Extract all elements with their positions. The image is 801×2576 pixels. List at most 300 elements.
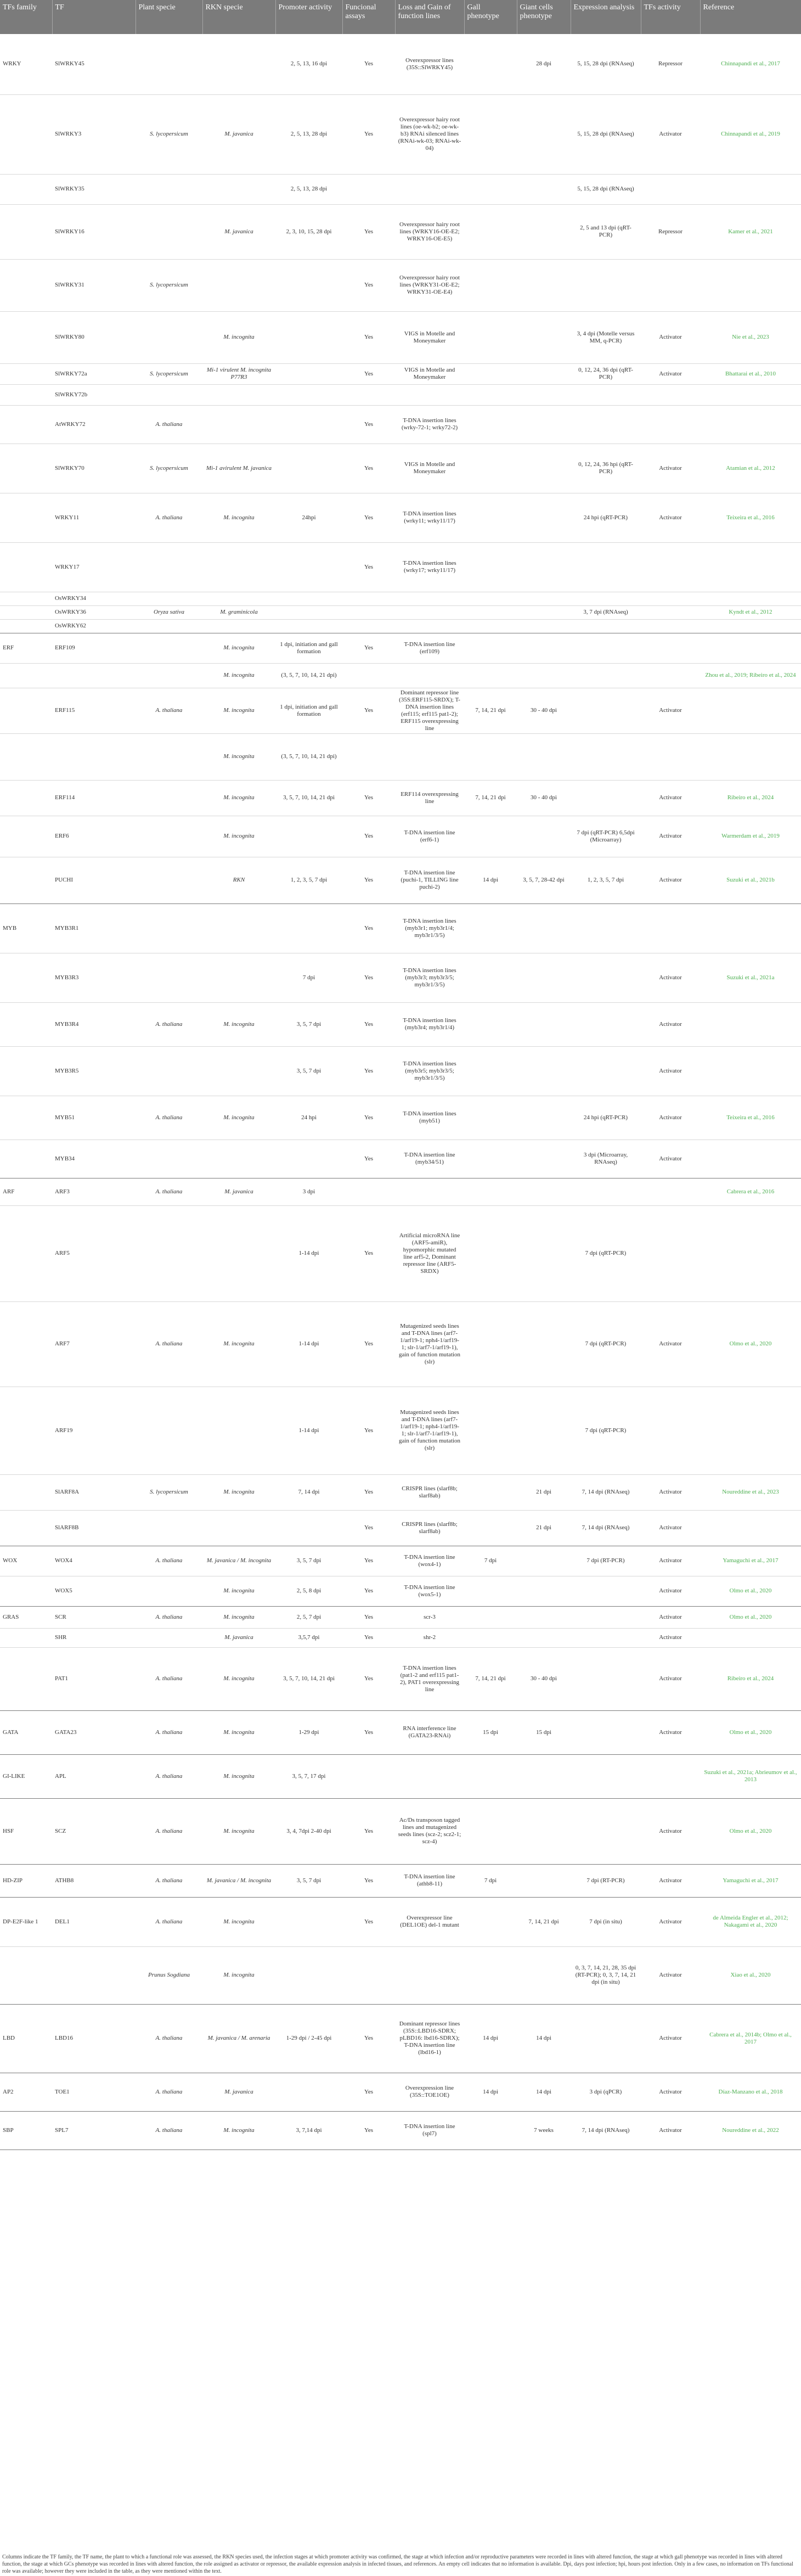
reference-cell[interactable]: Noureddine et al., 2023 [700, 1474, 801, 1510]
gall-phenotype-cell: 7, 14, 21 dpi [464, 1647, 517, 1710]
family-cell [0, 1140, 52, 1178]
tf-name-cell: SlWRKY72a [52, 363, 136, 384]
plant-species-cell [136, 1046, 202, 1096]
table-row [0, 1096, 801, 1140]
reference-cell[interactable]: de Almeida Engler et al., 2012; Nakagami et al., 2020 [700, 1897, 801, 1946]
tf-name-cell: SPL7 [52, 2111, 136, 2150]
promoter-activity-cell: 3, 5, 7 dpi [275, 1864, 342, 1897]
reference-cell[interactable]: Xiao et al., 2020 [700, 1946, 801, 2004]
plant-species-cell [136, 953, 202, 1002]
lines-cell: T-DNA insertion line (erf6-1) [395, 816, 464, 857]
promoter-activity-cell [275, 363, 342, 384]
rkn-species-cell: M. incognita [202, 311, 275, 363]
promoter-activity-cell: 2, 3, 10, 15, 28 dpi [275, 204, 342, 259]
rkn-species-cell: M. incognita [202, 493, 275, 542]
table-header-row [0, 0, 801, 34]
rkn-species-cell: M. incognita [202, 816, 275, 857]
giant-cells-phenotype-cell [517, 542, 571, 592]
reference-cell[interactable]: Teixeira et al., 2016 [700, 1096, 801, 1140]
lines-cell: T-DNA insertion line (myb34/51) [395, 1140, 464, 1178]
rkn-species-cell: M. incognita [202, 1754, 275, 1798]
rkn-species-cell: M. javanica [202, 2073, 275, 2111]
table-row [0, 174, 801, 204]
gall-phenotype-cell [464, 633, 517, 663]
tf-activity-cell: Activator [641, 1546, 700, 1576]
lines-cell: shr-2 [395, 1628, 464, 1647]
gall-phenotype-cell [464, 903, 517, 953]
tf-name-cell: SHR [52, 1628, 136, 1647]
tf-activity-cell [641, 633, 700, 663]
table-row [0, 953, 801, 1002]
giant-cells-phenotype-cell: 7, 14, 21 dpi [517, 1897, 571, 1946]
gall-phenotype-cell [464, 1946, 517, 2004]
reference-cell [700, 1002, 801, 1046]
lines-cell: T-DNA insertion line (spl7) [395, 2111, 464, 2150]
rkn-species-cell: M. javanica [202, 1628, 275, 1647]
family-cell: ERF [0, 633, 52, 663]
reference-cell [700, 1046, 801, 1096]
rkn-species-cell: M. incognita [202, 733, 275, 780]
reference-cell[interactable]: Noureddine et al., 2022 [700, 2111, 801, 2150]
table-row [0, 1178, 801, 1205]
reference-cell[interactable]: Suzuki et al., 2021a; Abrieumov et al., 2013 [700, 1754, 801, 1798]
reference-cell[interactable]: Chinnapandi et al., 2019 [700, 94, 801, 174]
functional-assays-cell: Yes [342, 816, 395, 857]
rkn-species-cell [202, 384, 275, 405]
functional-assays-cell: Yes [342, 259, 395, 311]
reference-cell[interactable]: Atamian et al., 2012 [700, 444, 801, 493]
reference-cell [700, 903, 801, 953]
tf-activity-cell: Activator [641, 2111, 700, 2150]
expression-analysis-cell [571, 542, 641, 592]
plant-species-cell [136, 1140, 202, 1178]
reference-cell[interactable]: Yamaguchi et al., 2017 [700, 1546, 801, 1576]
family-cell [0, 94, 52, 174]
table-row [0, 1606, 801, 1628]
plant-species-cell: A. thaliana [136, 1798, 202, 1864]
promoter-activity-cell: 1-29 dpi [275, 1710, 342, 1754]
tf-name-cell: OsWRKY34 [52, 592, 136, 605]
expression-analysis-cell: 3 dpi (Microarray, RNAseq) [571, 1140, 641, 1178]
family-cell [0, 663, 52, 688]
functional-assays-cell: Yes [342, 953, 395, 1002]
plant-species-cell [136, 311, 202, 363]
functional-assays-cell [342, 663, 395, 688]
functional-assays-cell: Yes [342, 1510, 395, 1546]
gall-phenotype-cell [464, 1178, 517, 1205]
reference-cell [700, 1510, 801, 1546]
tf-activity-cell: Activator [641, 1576, 700, 1606]
plant-species-cell: A. thaliana [136, 1647, 202, 1710]
functional-assays-cell [342, 592, 395, 605]
plant-species-cell [136, 857, 202, 903]
lines-cell: VIGS in Motelle and Moneymaker [395, 444, 464, 493]
table-row [0, 444, 801, 493]
rkn-species-cell [202, 1140, 275, 1178]
tf-name-cell: TOE1 [52, 2073, 136, 2111]
giant-cells-phenotype-cell [517, 633, 571, 663]
table-row [0, 363, 801, 384]
giant-cells-phenotype-cell [517, 363, 571, 384]
functional-assays-cell: Yes [342, 1647, 395, 1710]
plant-species-cell: A. thaliana [136, 2004, 202, 2073]
reference-cell [700, 259, 801, 311]
gall-phenotype-cell [464, 619, 517, 633]
functional-assays-cell: Yes [342, 1798, 395, 1864]
lines-cell: T-DNA insertion lines (myb51) [395, 1096, 464, 1140]
tf-name-cell: SlWRKY45 [52, 34, 136, 94]
family-cell: GRAS [0, 1606, 52, 1628]
gall-phenotype-cell [464, 174, 517, 204]
reference-cell[interactable]: Suzuki et al., 2021a [700, 953, 801, 1002]
reference-cell[interactable]: Warmerdam et al., 2019 [700, 816, 801, 857]
tf-activity-cell [641, 259, 700, 311]
plant-species-cell: S. lycopersicum [136, 94, 202, 174]
plant-species-cell: A. thaliana [136, 1301, 202, 1387]
lines-cell [395, 1754, 464, 1798]
reference-cell[interactable]: Olmo et al., 2020 [700, 1301, 801, 1387]
gall-phenotype-cell: 14 dpi [464, 2004, 517, 2073]
gall-phenotype-cell: 7, 14, 21 dpi [464, 780, 517, 816]
plant-species-cell: S. lycopersicum [136, 444, 202, 493]
family-cell [0, 1576, 52, 1606]
giant-cells-phenotype-cell [517, 1864, 571, 1897]
col-header-tf: TF [52, 0, 136, 34]
giant-cells-phenotype-cell [517, 1546, 571, 1576]
tf-activity-cell: Activator [641, 1606, 700, 1628]
expression-analysis-cell [571, 619, 641, 633]
rkn-species-cell [202, 174, 275, 204]
expression-analysis-cell [571, 384, 641, 405]
col-header-promoter: Promoter activity [275, 0, 342, 34]
promoter-activity-cell: (3, 5, 7, 10, 14, 21 dpi) [275, 663, 342, 688]
expression-analysis-cell: 0, 12, 24, 36 hpi (qRT-PCR) [571, 444, 641, 493]
plant-species-cell [136, 733, 202, 780]
rkn-species-cell: M. incognita [202, 1897, 275, 1946]
gall-phenotype-cell [464, 663, 517, 688]
table-row [0, 1864, 801, 1897]
tf-name-cell: MYB51 [52, 1096, 136, 1140]
reference-cell[interactable]: Kamer et al., 2021 [700, 204, 801, 259]
table-row [0, 1710, 801, 1754]
plant-species-cell: A. thaliana [136, 405, 202, 444]
reference-cell[interactable]: Suzuki et al., 2021b [700, 857, 801, 903]
plant-species-cell: A. thaliana [136, 688, 202, 733]
gall-phenotype-cell [464, 605, 517, 619]
promoter-activity-cell [275, 1946, 342, 2004]
rkn-species-cell: RKN [202, 857, 275, 903]
table-row [0, 311, 801, 363]
reference-cell[interactable]: Cabrera et al., 2014b; Olmo et al., 2017 [700, 2004, 801, 2073]
reference-cell[interactable]: Cabrera et al., 2016 [700, 1178, 801, 1205]
tf-name-cell: LBD16 [52, 2004, 136, 2073]
giant-cells-phenotype-cell [517, 619, 571, 633]
tf-name-cell: MYB3R1 [52, 903, 136, 953]
lines-cell: Overexpressor hairy root lines (WRKY31-OE-E2; WRKY31-OE-E4) [395, 259, 464, 311]
plant-species-cell: Oryza sativa [136, 605, 202, 619]
reference-cell[interactable]: Kyndt et al., 2012 [700, 605, 801, 619]
tf-name-cell: AtWRKY72 [52, 405, 136, 444]
expression-analysis-cell: 2, 5 and 13 dpi (qRT-PCR) [571, 204, 641, 259]
gall-phenotype-cell [464, 405, 517, 444]
table-row [0, 1628, 801, 1647]
gall-phenotype-cell [464, 1387, 517, 1474]
functional-assays-cell: Yes [342, 363, 395, 384]
tf-activity-cell: Activator [641, 1864, 700, 1897]
expression-analysis-cell [571, 1178, 641, 1205]
rkn-species-cell [202, 1046, 275, 1096]
expression-analysis-cell [571, 405, 641, 444]
functional-assays-cell: Yes [342, 1301, 395, 1387]
lines-cell: RNA interference line (GATA23-RNAi) [395, 1710, 464, 1754]
expression-analysis-cell: 3 dpi (qPCR) [571, 2073, 641, 2111]
giant-cells-phenotype-cell: 30 - 40 dpi [517, 688, 571, 733]
giant-cells-phenotype-cell [517, 1946, 571, 2004]
reference-cell[interactable]: Bhattarai et al., 2010 [700, 363, 801, 384]
table-row [0, 2073, 801, 2111]
family-cell [0, 311, 52, 363]
plant-species-cell [136, 542, 202, 592]
table-row [0, 633, 801, 663]
tf-activity-cell: Activator [641, 2073, 700, 2111]
tf-activity-cell: Activator [641, 1798, 700, 1864]
functional-assays-cell: Yes [342, 311, 395, 363]
table-footnote: Columns indicate the TF family, the TF name, the plant to which a functional role was assessed, the RKN species used, the infection stages at which promoter activity was confirmed, the stage at which infection and/or reproductive parameters were recorded in lines with altered function, the stage at which gall phenotype was recorded in lines with altered function, the stage at which GCs phenotype was recorded in lines with altered function, the role assigned as activator or repressor, the available expression analysis in infected tissues, and references. An empty cell indicates that no information is available. Dpi, days post infection; hpi, hours post infection. Only in a few cases, no information on TFs functional role was available; however they were included in the table, as they were mentioned within the text. [2, 2554, 793, 2574]
functional-assays-cell: Yes [342, 542, 395, 592]
family-cell [0, 204, 52, 259]
lines-cell [395, 733, 464, 780]
reference-cell [700, 405, 801, 444]
reference-cell[interactable]: Olmo et al., 2020 [700, 1798, 801, 1864]
giant-cells-phenotype-cell [517, 1140, 571, 1178]
giant-cells-phenotype-cell [517, 663, 571, 688]
giant-cells-phenotype-cell: 14 dpi [517, 2004, 571, 2073]
promoter-activity-cell: 2, 5, 13, 28 dpi [275, 174, 342, 204]
functional-assays-cell: Yes [342, 1897, 395, 1946]
expression-analysis-cell: 0, 12, 24, 36 dpi (qRT-PCR) [571, 363, 641, 384]
table-row [0, 2004, 801, 2073]
table-row [0, 1301, 801, 1387]
table-row [0, 94, 801, 174]
plant-species-cell: S. lycopersicum [136, 1474, 202, 1510]
promoter-activity-cell [275, 1897, 342, 1946]
promoter-activity-cell: 1-14 dpi [275, 1301, 342, 1387]
gall-phenotype-cell [464, 204, 517, 259]
tf-activity-cell [641, 1178, 700, 1205]
tf-name-cell: SlWRKY31 [52, 259, 136, 311]
expression-analysis-cell: 3, 4 dpi (Motelle versus MM, q-PCR) [571, 311, 641, 363]
plant-species-cell: A. thaliana [136, 1864, 202, 1897]
rkn-species-cell: M. incognita [202, 688, 275, 733]
rkn-species-cell [202, 953, 275, 1002]
expression-analysis-cell [571, 663, 641, 688]
functional-assays-cell [342, 1178, 395, 1205]
tf-name-cell: SlWRKY72b [52, 384, 136, 405]
giant-cells-phenotype-cell [517, 94, 571, 174]
functional-assays-cell [342, 605, 395, 619]
promoter-activity-cell [275, 619, 342, 633]
reference-cell[interactable]: Ribeiro et al., 2024 [700, 1647, 801, 1710]
family-cell: LBD [0, 2004, 52, 2073]
giant-cells-phenotype-cell [517, 384, 571, 405]
promoter-activity-cell: 3, 7,14 dpi [275, 2111, 342, 2150]
lines-cell: T-DNA insertion lines (pat1-2 and erf115 pat1-2), PAT1 overexpressing line [395, 1647, 464, 1710]
tf-activity-cell: Activator [641, 363, 700, 384]
lines-cell: T-DNA insertion lines (myb3r3; myb3r3/5; myb3r1/3/5) [395, 953, 464, 1002]
table-row [0, 592, 801, 605]
giant-cells-phenotype-cell: 30 - 40 dpi [517, 780, 571, 816]
promoter-activity-cell [275, 384, 342, 405]
tf-name-cell: WRKY11 [52, 493, 136, 542]
functional-assays-cell: Yes [342, 1546, 395, 1576]
reference-cell[interactable]: Olmo et al., 2020 [700, 1710, 801, 1754]
gall-phenotype-cell [464, 1140, 517, 1178]
giant-cells-phenotype-cell [517, 311, 571, 363]
reference-cell[interactable]: Olmo et al., 2020 [700, 1606, 801, 1628]
table-row [0, 1897, 801, 1946]
promoter-activity-cell [275, 259, 342, 311]
expression-analysis-cell [571, 953, 641, 1002]
table-row [0, 663, 801, 688]
col-header-plant: Plant specie [136, 0, 202, 34]
functional-assays-cell: Yes [342, 204, 395, 259]
expression-analysis-cell: 7, 14 dpi (RNAseq) [571, 2111, 641, 2150]
reference-cell [700, 619, 801, 633]
tf-name-cell: ARF3 [52, 1178, 136, 1205]
giant-cells-phenotype-cell [517, 1205, 571, 1301]
rkn-species-cell: M. incognita [202, 1710, 275, 1754]
gall-phenotype-cell: 14 dpi [464, 2073, 517, 2111]
family-cell: HD-ZIP [0, 1864, 52, 1897]
tf-name-cell: SlARF8A [52, 1474, 136, 1510]
functional-assays-cell: Yes [342, 857, 395, 903]
tf-activity-cell [641, 592, 700, 605]
reference-cell[interactable]: Yamaguchi et al., 2017 [700, 1864, 801, 1897]
family-cell [0, 592, 52, 605]
family-cell [0, 1647, 52, 1710]
giant-cells-phenotype-cell [517, 1178, 571, 1205]
lines-cell [395, 619, 464, 633]
expression-analysis-cell [571, 259, 641, 311]
family-cell [0, 816, 52, 857]
functional-assays-cell [342, 384, 395, 405]
family-cell: WRKY [0, 34, 52, 94]
tf-activity-cell [641, 174, 700, 204]
promoter-activity-cell: 2, 5, 13, 16 dpi [275, 34, 342, 94]
gall-phenotype-cell: 15 dpi [464, 1710, 517, 1754]
promoter-activity-cell: 7 dpi [275, 953, 342, 1002]
reference-cell[interactable]: Ribeiro et al., 2024 [700, 780, 801, 816]
family-cell [0, 688, 52, 733]
gall-phenotype-cell [464, 493, 517, 542]
tf-name-cell [52, 1946, 136, 2004]
promoter-activity-cell: 3, 5, 7, 17 dpi [275, 1754, 342, 1798]
reference-cell [700, 733, 801, 780]
expression-analysis-cell: 5, 15, 28 dpi (RNAseq) [571, 174, 641, 204]
plant-species-cell: A. thaliana [136, 2073, 202, 2111]
tf-activity-cell [641, 605, 700, 619]
functional-assays-cell: Yes [342, 688, 395, 733]
table-row [0, 1474, 801, 1510]
tf-activity-cell: Repressor [641, 204, 700, 259]
lines-cell [395, 174, 464, 204]
plant-species-cell: S. lycopersicum [136, 363, 202, 384]
rkn-species-cell: M. incognita [202, 1301, 275, 1387]
lines-cell: scr-3 [395, 1606, 464, 1628]
reference-cell[interactable]: Teixeira et al., 2016 [700, 493, 801, 542]
family-cell [0, 619, 52, 633]
reference-cell[interactable]: Chinnapandi et al., 2017 [700, 34, 801, 94]
plant-species-cell [136, 1205, 202, 1301]
lines-cell [395, 592, 464, 605]
table-row [0, 605, 801, 619]
giant-cells-phenotype-cell: 14 dpi [517, 2073, 571, 2111]
lines-cell: T-DNA insertion lines (wrky-72-1; wrky72-2) [395, 405, 464, 444]
tf-activity-cell: Activator [641, 2004, 700, 2073]
gall-phenotype-cell [464, 444, 517, 493]
table-row [0, 405, 801, 444]
giant-cells-phenotype-cell [517, 405, 571, 444]
promoter-activity-cell: 3, 5, 7, 10, 14, 21 dpi [275, 780, 342, 816]
plant-species-cell [136, 34, 202, 94]
gall-phenotype-cell [464, 384, 517, 405]
promoter-activity-cell [275, 1510, 342, 1546]
gall-phenotype-cell [464, 1002, 517, 1046]
lines-cell: T-DNA insertion lines (myb3r4; myb3r1/4) [395, 1002, 464, 1046]
expression-analysis-cell [571, 2004, 641, 2073]
functional-assays-cell: Yes [342, 94, 395, 174]
reference-cell[interactable]: Nie et al., 2023 [700, 311, 801, 363]
promoter-activity-cell [275, 444, 342, 493]
gall-phenotype-cell [464, 311, 517, 363]
reference-cell[interactable]: Zhou et al., 2019; Ribeiro et al., 2024 [700, 663, 801, 688]
gall-phenotype-cell: 7, 14, 21 dpi [464, 688, 517, 733]
reference-cell[interactable]: Díaz-Manzano et al., 2018 [700, 2073, 801, 2111]
table-row [0, 816, 801, 857]
reference-cell [700, 592, 801, 605]
giant-cells-phenotype-cell [517, 733, 571, 780]
tf-name-cell: ERF114 [52, 780, 136, 816]
giant-cells-phenotype-cell [517, 259, 571, 311]
reference-cell [700, 1140, 801, 1178]
plant-species-cell: A. thaliana [136, 1897, 202, 1946]
promoter-activity-cell: 3, 5, 7 dpi [275, 1546, 342, 1576]
table-row [0, 1546, 801, 1576]
plant-species-cell [136, 903, 202, 953]
plant-species-cell [136, 1510, 202, 1546]
family-cell: GI-LIKE [0, 1754, 52, 1798]
promoter-activity-cell: 3, 5, 7 dpi [275, 1046, 342, 1096]
functional-assays-cell: Yes [342, 903, 395, 953]
giant-cells-phenotype-cell [517, 816, 571, 857]
table-row [0, 1205, 801, 1301]
lines-cell [395, 605, 464, 619]
lines-cell: T-DNA insertion lines (myb3r5; myb3r3/5; myb3r1/3/5) [395, 1046, 464, 1096]
gall-phenotype-cell [464, 1474, 517, 1510]
lines-cell: T-DNA insertion lines (wrky17; wrky11/17) [395, 542, 464, 592]
expression-analysis-cell: 5, 15, 28 dpi (RNAseq) [571, 94, 641, 174]
expression-analysis-cell [571, 592, 641, 605]
reference-cell[interactable]: Olmo et al., 2020 [700, 1576, 801, 1606]
tf-name-cell: APL [52, 1754, 136, 1798]
family-cell [0, 1628, 52, 1647]
expression-analysis-cell: 24 hpi (qRT-PCR) [571, 1096, 641, 1140]
family-cell [0, 493, 52, 542]
reference-cell [700, 542, 801, 592]
table-row [0, 204, 801, 259]
lines-cell: Overexpressor hairy root lines (oe-wk-b2; oe-wk-b3) RNAi silenced lines (RNAi-wk-03; RNAi-wk-04) [395, 94, 464, 174]
rkn-species-cell: M. javanica [202, 94, 275, 174]
